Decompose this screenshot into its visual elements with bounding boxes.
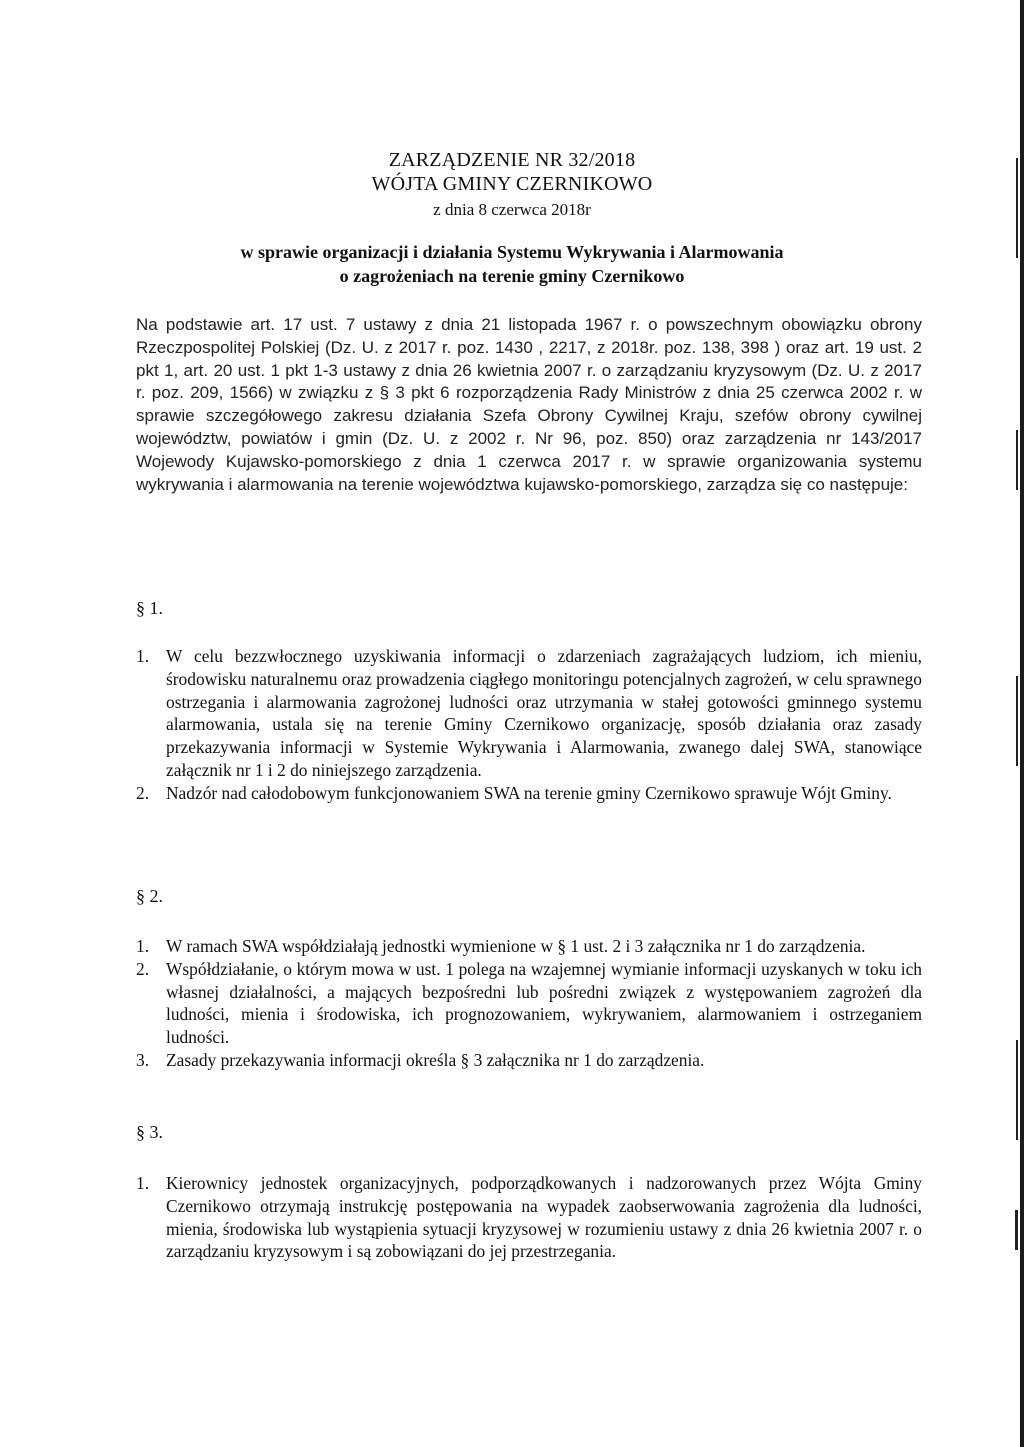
item-number: 1.	[136, 646, 150, 666]
list-item	[136, 935, 922, 958]
item-number: 1.	[136, 1173, 150, 1193]
list-item	[136, 645, 922, 782]
item-text: Kierownicy jednostek organizacyjnych, podporządkowanych i nadzorowanych przez Wójta Gminy Czernikowo otrzymają instrukcję postępowania na wypadek zaobserwowania zagrożenia dla ludności, mienia, środowiska lub wystąpienia sytuacji kryzysowej w rozumieniu ustawy z dnia 26 kwietnia 2007 r. o zarządzaniu kryzysowym i są zobowiązani do jej przestrzegania.	[166, 1173, 922, 1262]
item-number: 2.	[136, 958, 150, 979]
list-item	[136, 1049, 922, 1072]
section-1	[136, 597, 922, 805]
section-heading: § 2.	[136, 886, 163, 906]
document-title: ZARZĄDZENIE NR 32/2018	[388, 149, 636, 171]
section-heading: § 1.	[136, 598, 163, 618]
section-heading: § 3.	[136, 1122, 163, 1142]
list-item	[136, 1172, 922, 1263]
document-issuer: WÓJTA GMINY CZERNIKOWO	[371, 173, 653, 195]
subject-line-2: o zagrożeniach na terenie gminy Czernikowo	[339, 266, 685, 286]
list-item	[136, 958, 922, 1049]
document-header	[0, 148, 1024, 222]
document-date: z dnia 8 czerwca 2018r	[433, 200, 591, 219]
item-text: Zasady przekazywania informacji określa § 3 załącznika nr 1 do zarządzenia.	[166, 1049, 705, 1070]
item-number: 2.	[136, 782, 150, 803]
section-3	[136, 1121, 922, 1263]
item-number: 1.	[136, 936, 150, 956]
item-text: Współdziałanie, o którym mowa w ust. 1 polega na wzajemnej wymianie informacji uzyskanych w toku ich własnej działalności, a mających bezpośredni lub pośredni związek z występowaniem zagrożeń dla ludności, mienia i środowiska, ich prognozowaniem, wykrywaniem, alarmowaniem i ostrzeganiem ludności.	[166, 958, 922, 1048]
section-2	[136, 885, 922, 1072]
item-text: W ramach SWA współdziałają jednostki wymienione w § 1 ust. 2 i 3 załącznika nr 1 do zarządzenia.	[166, 936, 866, 956]
preamble: Na podstawie art. 17 ust. 7 ustawy z dnia 21 listopada 1967 r. o powszechnym obowiązku obrony Rzeczpospolitej Polskiej (Dz. U. z 2017 r. poz. 1430 , 2217, z 2018r. poz. 138, 398 ) oraz art. 19 ust. 2 pkt 1, art. 20 ust. 1 pkt 1-3 ustawy z dnia 26 kwietnia 2007 r. o zarządzaniu kryzysowym (Dz. U. z 2017 r. poz. 209, 1566) w związku z § 3 pkt 6 rozporządzenia Rady Ministrów z dnia 25 czerwca 2002 r. w sprawie szczegółowego zakresu działania Szefa Obrony Cywilnej Kraju, szefów obrony cywilnej województw, powiatów i gmin (Dz. U. z 2002 r. Nr 96, poz. 850) oraz zarządzenia nr 143/2017 Wojewody Kujawsko-pomorskiego z dnia 1 czerwca 2017 r. w sprawie organizowania systemu wykrywania i alarmowania na terenie województwa kujawsko-pomorskiego, zarządza się co następuje:	[136, 315, 922, 494]
item-text: W celu bezzwłocznego uzyskiwania informacji o zdarzeniach zagrażających ludziom, ich mieniu, środowisku naturalnemu oraz prowadzenia ciągłego monitoringu potencjalnych zagrożeń, w celu sprawnego ostrzegania i alarmowania zagrożonej ludności oraz utrzymania w stałej gotowości gminnego systemu alarmowania, ustala się na terenie Gminy Czernikowo organizację, sposób działania oraz zasady przekazywania informacji w Systemie Wykrywania i Alarmowania, zwanego dalej SWA, stanowiące załącznik nr 1 i 2 do niniejszego zarządzenia.	[166, 646, 922, 780]
subject-line-1: w sprawie organizacji i działania Systemu Wykrywania i Alarmowania	[240, 242, 784, 262]
list-item	[136, 782, 922, 805]
item-text: Nadzór nad całodobowym funkcjonowaniem SWA na terenie gminy Czernikowo sprawuje Wójt Gminy.	[166, 782, 892, 803]
document-subject	[0, 240, 1024, 288]
item-number: 3.	[136, 1049, 150, 1070]
